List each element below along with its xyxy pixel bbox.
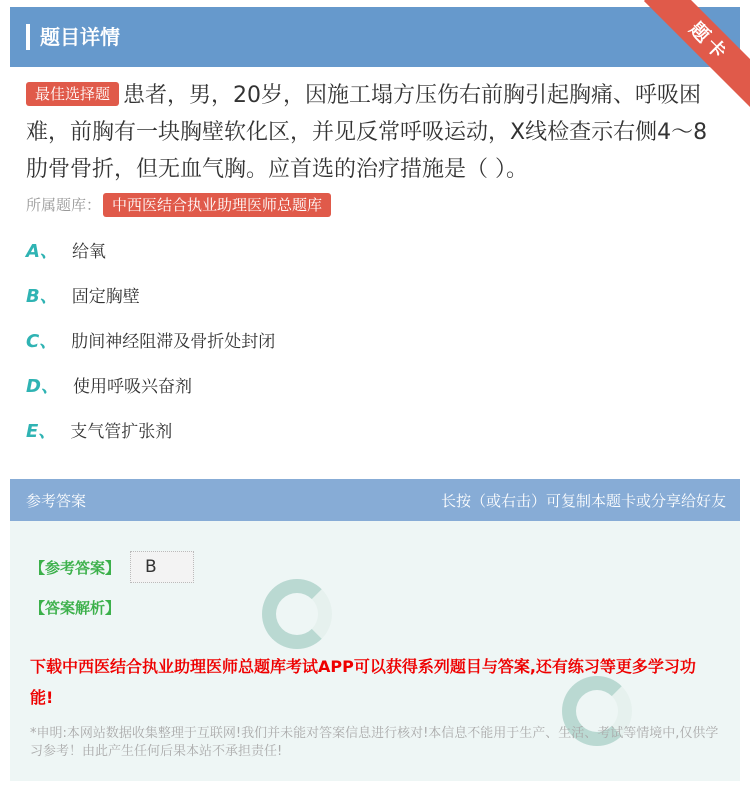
- option-text: 固定胸壁: [71, 287, 140, 307]
- answer-content: [30, 547, 720, 761]
- app-download-promo[interactable]: 下载中西医结合执业助理医师总题库考试APP可以获得系列题目与答案,还有练习等更多学习功能!: [30, 657, 696, 707]
- answer-label: 【参考答案】: [30, 558, 121, 577]
- disclaimer: *申明:本网站数据收集整理于互联网!我们并未能对答案信息进行核对!本信息不能用于生产、生活、考试等情境中,仅供学习参考！由此产生任何后果本站不承担责任!: [30, 726, 719, 759]
- share-hint: 长按（或右击）可复制本题卡或分享给好友: [440, 492, 726, 510]
- option-text: 肋间神经阻滞及骨折处封闭: [71, 332, 276, 352]
- option-letter: C、: [26, 331, 58, 352]
- option-d[interactable]: [26, 375, 724, 420]
- question-type-tag: 最佳选择题: [26, 82, 119, 106]
- bank-label: 所属题库：: [26, 196, 102, 214]
- option-a[interactable]: [26, 240, 724, 285]
- answer-section: [10, 479, 740, 781]
- question-content: [0, 67, 750, 465]
- header-accent-bar: [26, 24, 30, 50]
- question-text: 患者，男，20岁，因施工塌方压伤右前胸引起胸痛、呼吸困难，前胸有一块胸壁软化区，并见反常呼吸运动，X线检查示右侧4～8肋骨骨折，但无血气胸。应首选的治疗措施是（ ）。: [26, 83, 708, 182]
- option-text: 支气管扩张剂: [70, 422, 173, 442]
- option-text: 使用呼吸兴奋剂: [72, 377, 192, 397]
- option-letter: B、: [26, 286, 58, 307]
- option-e[interactable]: [26, 420, 724, 465]
- option-b[interactable]: [26, 285, 724, 330]
- question: [26, 77, 716, 188]
- bank-name-tag[interactable]: 中西医结合执业助理医师总题库: [103, 193, 331, 217]
- analysis-row: [30, 587, 720, 627]
- option-letter: E、: [26, 421, 57, 442]
- option-letter: D、: [26, 376, 59, 397]
- header-title: 题目详情: [40, 25, 120, 49]
- detail-header: [10, 7, 740, 67]
- question-card-ribbon[interactable]: 题卡: [644, 0, 750, 107]
- option-c[interactable]: [26, 330, 724, 375]
- answer-header: [10, 479, 740, 521]
- analysis-label: 【答案解析】: [30, 598, 121, 617]
- option-letter: A、: [26, 241, 58, 262]
- question-bank: [26, 192, 724, 218]
- answer-section-title: 参考答案: [26, 492, 87, 510]
- option-text: 给氧: [71, 242, 106, 262]
- answer-body: [10, 521, 740, 781]
- options-list: [26, 240, 724, 465]
- answer-value: B: [130, 551, 194, 583]
- answer-row: [30, 547, 720, 587]
